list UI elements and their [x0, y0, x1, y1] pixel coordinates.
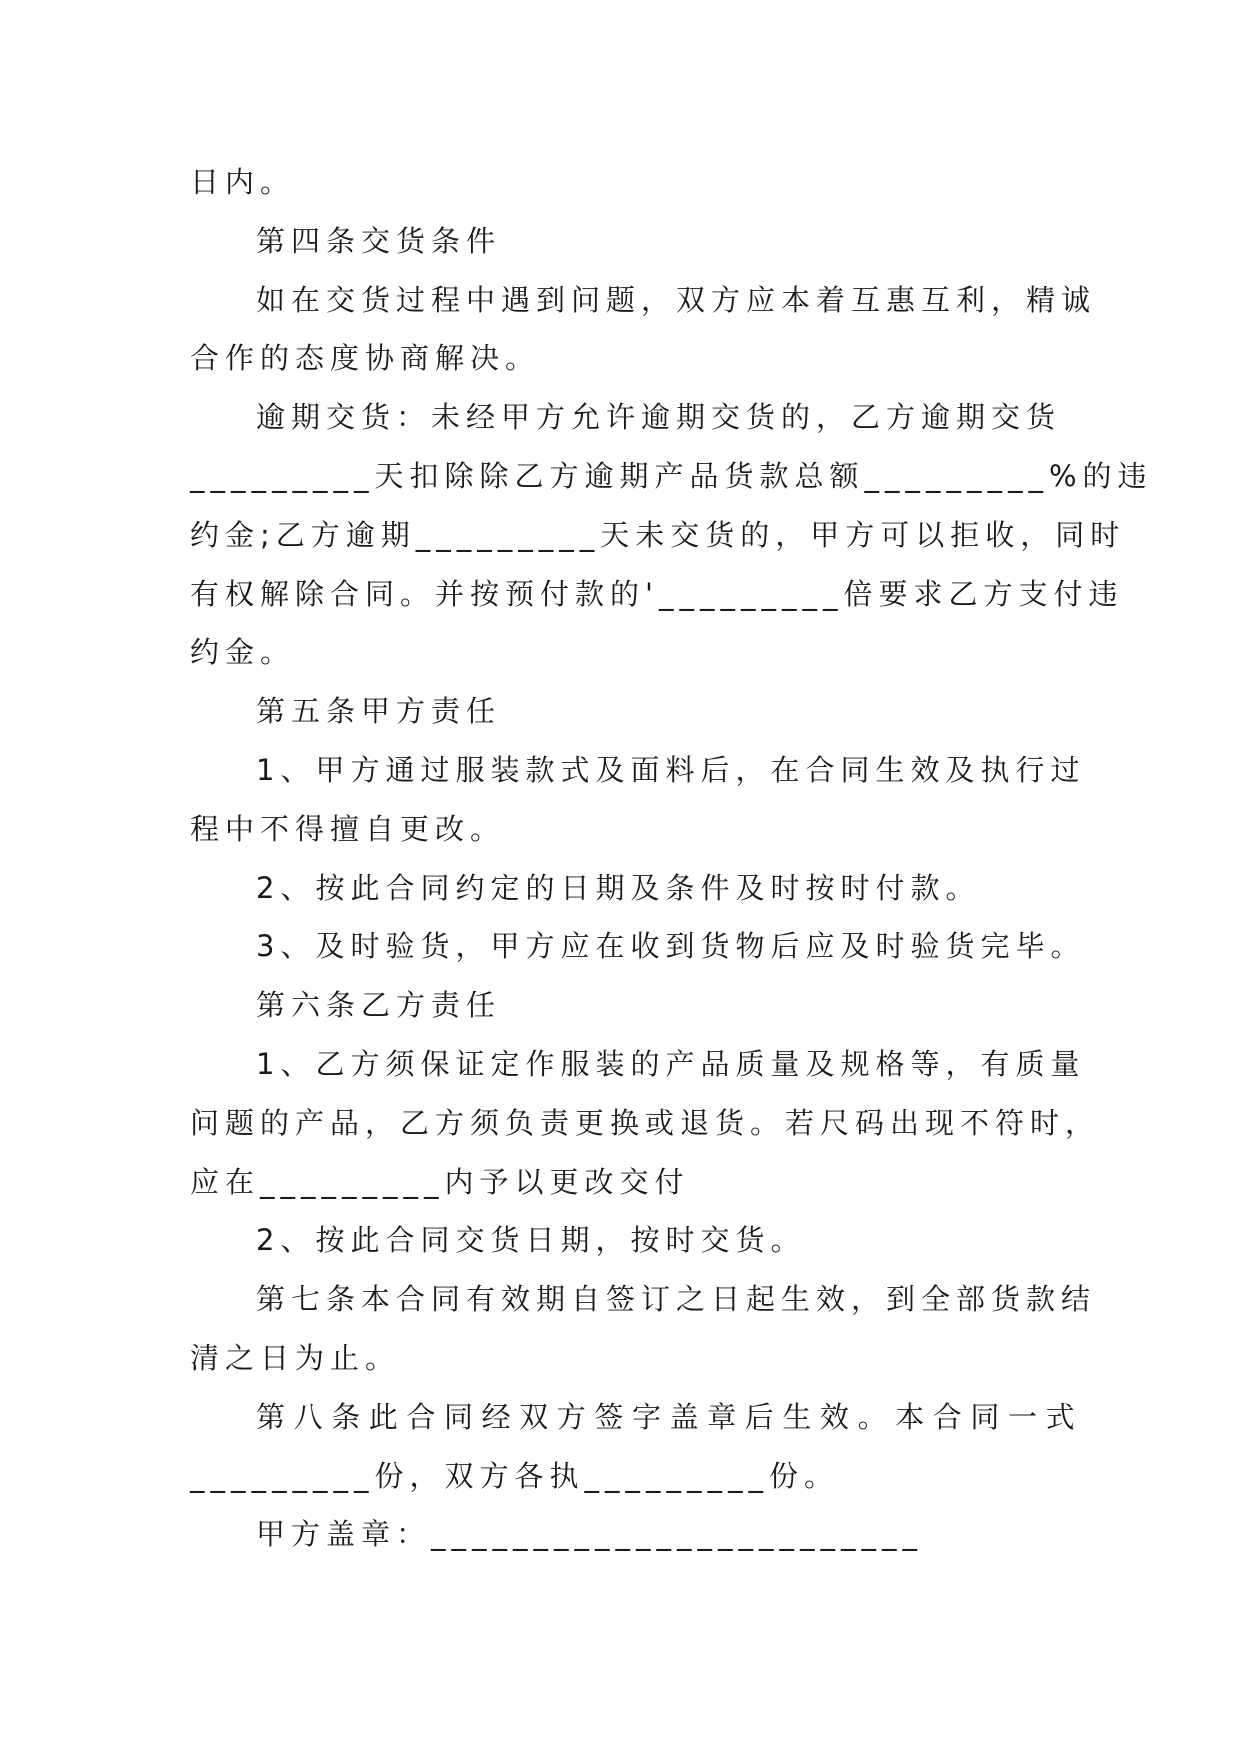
text-line: 3、及时验货，甲方应在收到货物后应及时验货完毕。: [256, 929, 1086, 964]
text-line: 有权解除合同。并按预付款的'_________倍要求乙方支付违: [190, 576, 1124, 611]
text-line: 程中不得擅自更改。: [190, 811, 506, 846]
text-line: 问题的产品，乙方须负责更换或退货。若尺码出现不符时，: [190, 1105, 1101, 1140]
signature-line: 甲方盖章：________________________: [256, 1517, 924, 1552]
section-heading: 第四条交货条件: [256, 223, 502, 258]
text-line: 第七条本合同有效期自签订之日起生效，到全部货款结: [256, 1282, 1097, 1317]
section-heading: 第五条甲方责任: [256, 694, 502, 729]
text-line: 第八条此合同经双方签字盖章后生效。本合同一式: [256, 1399, 1084, 1434]
text-line: 1、乙方须保证定作服装的产品质量及规格等，有质量: [256, 1046, 1086, 1081]
text-line: _________天扣除除乙方逾期产品货款总额_________%的违: [190, 458, 1153, 493]
text-line: 合作的态度协商解决。: [190, 341, 541, 376]
text-line: 清之日为止。: [190, 1340, 401, 1375]
text-line: 如在交货过程中遇到问题，双方应本着互惠互利，精诚: [256, 282, 1097, 317]
text-line: 日内。: [190, 165, 296, 199]
text-line: 约金。: [190, 635, 296, 670]
text-line: 2、按此合同交货日期，按时交货。: [256, 1223, 806, 1258]
section-heading: 第六条乙方责任: [256, 988, 502, 1023]
text-line: _________份，双方各执_________份。: [190, 1458, 840, 1493]
text-line: 1、甲方通过服装款式及面料后，在合同生效及执行过: [256, 752, 1086, 787]
text-line: 2、按此合同约定的日期及条件及时按时付款。: [256, 870, 981, 905]
contract-body: [190, 153, 1153, 1564]
text-line: 约金;乙方逾期_________天未交货的，甲方可以拒收，同时: [190, 517, 1126, 552]
text-line: 逾期交货：未经甲方允许逾期交货的，乙方逾期交货: [256, 400, 1062, 435]
text-line: 应在_________内予以更改交付: [190, 1164, 690, 1199]
